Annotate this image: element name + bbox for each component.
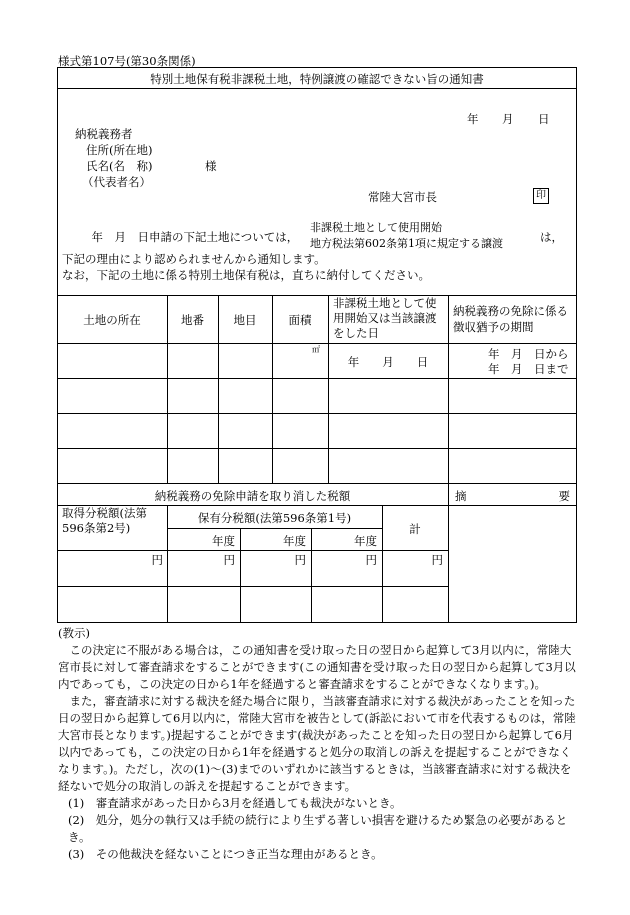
taxpayer-representative-label: （代表者名）	[82, 175, 151, 189]
table1-top	[57, 295, 577, 296]
body-option-transfer: 地方税法第602条第1項に規定する譲渡	[310, 237, 503, 250]
period-to: 年 月 日まで	[488, 362, 569, 376]
date-month: 月	[502, 112, 514, 126]
yen-unit: 円	[151, 553, 163, 567]
table1-bottom	[57, 483, 577, 484]
total-label: 計	[409, 522, 421, 536]
notice-item-3: (3) その他裁決を経ないことにつき正当な理由があるとき。	[68, 847, 383, 861]
taxpayer-label: 納税義務者	[75, 127, 133, 141]
table1-row-line	[57, 378, 577, 379]
table2-sub-header-line	[167, 528, 382, 529]
period-from: 年 月 日から	[488, 347, 569, 361]
remarks-label: 摘 要	[455, 489, 570, 503]
notice-paragraph-1: この決定に不服がある場合は，この通知書を受け取った日の翌日から起算して3月以内に，常陸大宮市長に対して審査請求をすることができます(この通知書を受け取った日の翌日から起算して3月以内であっても，この決定の日から1年を経過すると審査請求をすることができなくなります。)。	[58, 643, 576, 691]
yen-unit: 円	[365, 553, 377, 567]
body-line3: なお，下記の土地に係る特別土地保有税は，直ちに納付してください。	[62, 268, 430, 282]
header-lot-number: 地番	[181, 313, 204, 327]
header-area: 面積	[288, 313, 312, 327]
form-title: 特別土地保有税非課税土地，特例譲渡の確認できない旨の通知書	[150, 72, 484, 86]
cancelled-tax-label: 納税義務の免除申請を取り消した税額	[154, 489, 351, 503]
fiscal-year-label: 年度	[283, 534, 306, 548]
form-number: 様式第107号(第30条関係)	[58, 54, 196, 68]
acquisition-tax-label: 取得分税額(法第596条第2号)	[62, 506, 147, 535]
body-option-nontaxable: 非課税土地として使用開始	[310, 221, 442, 234]
yen-unit: 円	[223, 553, 235, 567]
body-line2: 下記の理由により認められませんから通知します。	[62, 252, 326, 266]
notice-item-2: (2) 処分，処分の執行又は手続の続行により生ずる著しい損害を避けるため緊急の必要があるとき。	[68, 813, 568, 844]
yen-unit: 円	[294, 553, 306, 567]
body-line1-pre: 年 月 日申請の下記土地については，	[80, 230, 299, 244]
notice-paragraph-2: また，審査請求に対する裁決を経た場合に限り，当該審査請求に対する裁決があったことを知った日の翌日から起算して6月以内に，常陸大宮市を被告として(訴訟において市を代表するものは，常陸大宮市長となります。)提起することができます(裁決があったことを知った日の翌日から起算して6月以内であっても，この決定の日から1年を経過すると処分の取消しの訴えを提起することができなくなります。)。ただし，次の(1)～(3)までのいずれかに該当するときは，当該審査請求に対する裁決を経ないで処分の取消しの訴えを提起することができます。	[58, 694, 576, 793]
start-date-value: 年 月 日	[347, 355, 429, 369]
date-day: 日	[538, 112, 550, 126]
header-deferral-period: 納税義務の免除に係る徴収猶予の期間	[453, 304, 568, 334]
taxpayer-address-label: 住所(所在地)	[86, 143, 153, 157]
table1-row-line	[57, 448, 577, 449]
header-location: 土地の所在	[83, 313, 141, 327]
body-line1-post: は，	[540, 230, 563, 244]
fiscal-year-label: 年度	[212, 534, 235, 548]
table2-row-line	[57, 586, 448, 587]
header-land-category: 地目	[233, 313, 257, 327]
taxpayer-sama: 様	[205, 159, 217, 173]
header-start-date: 非課税土地として使用開始又は当該譲渡をした日	[333, 296, 437, 340]
notice-heading: (教示)	[58, 626, 90, 640]
taxpayer-name-label: 氏名(名 称)	[86, 159, 153, 173]
title-divider	[57, 88, 577, 89]
table1-col-line	[328, 295, 329, 483]
table2-remarks-divider	[448, 483, 449, 623]
area-unit: ㎡	[312, 345, 320, 354]
table2-header-bottom	[57, 550, 448, 551]
notice-item-1: (1) 審査請求があった日から3月を経過しても裁決がないとき。	[68, 796, 402, 810]
table1-col-line	[448, 295, 449, 483]
fiscal-year-label: 年度	[354, 534, 377, 548]
date-year: 年	[467, 112, 479, 126]
issuer-name: 常陸大宮市長	[368, 190, 437, 204]
yen-unit: 円	[431, 553, 443, 567]
table1-row-line	[57, 413, 577, 414]
holding-tax-label: 保有分税額(法第596条第1号)	[197, 511, 352, 525]
notice-body	[58, 642, 580, 863]
seal-mark: 印	[533, 188, 549, 204]
